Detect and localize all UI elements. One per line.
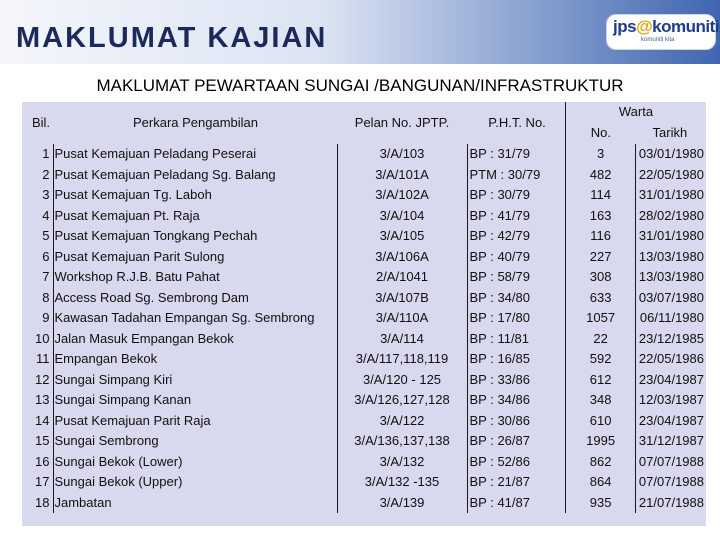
cell-bil: 4 <box>42 207 50 223</box>
table-row <box>22 185 706 206</box>
cell-bil: 8 <box>42 289 50 305</box>
cell-bil: 16 <box>35 453 50 469</box>
cell-pht: BP : 11/81 <box>467 329 566 350</box>
cell-perkara: Pusat Kemajuan Tongkang Pechah <box>53 226 337 247</box>
cell-pht: BP : 17/80 <box>467 308 566 329</box>
cell-pelan: 3/A/106A <box>337 247 467 268</box>
logo-brand: jps@komuniti <box>613 17 719 36</box>
cell-warta-tarikh: 03/01/1980 <box>636 144 706 165</box>
cell-warta-no: 862 <box>566 452 636 473</box>
cell-pelan: 3/A/114 <box>337 329 467 350</box>
cell-pelan: 3/A/104 <box>337 206 467 227</box>
cell-warta-no: 308 <box>566 267 636 288</box>
cell-warta-no: 610 <box>566 411 636 432</box>
cell-pelan: 3/A/110A <box>337 308 467 329</box>
cell-perkara: Pusat Kemajuan Peladang Sg. Balang <box>53 165 337 186</box>
cell-warta-no: 1995 <box>566 431 636 452</box>
cell-pht: BP : 40/79 <box>467 247 566 268</box>
cell-warta-tarikh: 22/05/1986 <box>636 349 706 370</box>
cell-pelan: 3/A/102A <box>337 185 467 206</box>
cell-warta-tarikh: 07/07/1988 <box>636 472 706 493</box>
cell-bil: 15 <box>35 433 50 448</box>
table-row <box>22 452 706 473</box>
col-header-tarikh: Tarikh <box>652 125 688 140</box>
cell-bil: 12 <box>35 371 50 387</box>
warta-table-panel <box>22 102 706 526</box>
cell-perkara: Sungai Simpang Kiri <box>53 370 337 391</box>
cell-warta-no: 22 <box>566 329 636 350</box>
cell-pht: BP : 41/79 <box>467 206 566 227</box>
cell-pelan: 3/A/105 <box>337 226 467 247</box>
jps-komuniti-logo <box>606 14 719 50</box>
cell-warta-no: 482 <box>566 165 636 186</box>
table-row <box>22 472 706 493</box>
cell-warta-tarikh: 13/03/1980 <box>636 247 706 268</box>
cell-warta-no: 114 <box>566 185 636 206</box>
table-row <box>22 206 706 227</box>
cell-bil: 1 <box>42 146 50 161</box>
table-row <box>22 165 706 186</box>
cell-bil: 13 <box>35 392 50 407</box>
cell-warta-tarikh: 28/02/1980 <box>636 206 706 227</box>
cell-bil: 5 <box>42 228 50 243</box>
cell-pelan: 3/A/120 - 125 <box>337 370 467 391</box>
cell-pht: BP : 16/85 <box>467 349 566 370</box>
cell-warta-no: 3 <box>566 144 636 165</box>
cell-warta-no: 348 <box>566 390 636 411</box>
table-row <box>22 288 706 309</box>
cell-pelan: 2/A/1041 <box>337 267 467 288</box>
cell-warta-tarikh: 31/12/1987 <box>636 431 706 452</box>
cell-bil: 2 <box>42 166 50 182</box>
page-title: MAKLUMAT KAJIAN <box>16 22 328 54</box>
cell-perkara: Pusat Kemajuan Tg. Laboh <box>53 185 337 206</box>
table-row <box>22 329 706 350</box>
cell-bil: 6 <box>42 248 50 264</box>
cell-perkara: Jalan Masuk Empangan Bekok <box>53 329 337 350</box>
table-row <box>22 390 706 411</box>
logo-tagline: komuniti kita <box>641 37 675 43</box>
cell-pelan: 3/A/107B <box>337 288 467 309</box>
cell-pelan: 3/A/117,118,119 <box>337 349 467 370</box>
cell-warta-no: 163 <box>566 206 636 227</box>
cell-warta-no: 864 <box>566 472 636 493</box>
cell-perkara: Sungai Bekok (Lower) <box>53 452 337 473</box>
cell-pelan: 3/A/101A <box>337 165 467 186</box>
cell-perkara: Pusat Kemajuan Peladang Peserai <box>53 144 337 165</box>
cell-warta-tarikh: 07/07/1988 <box>636 452 706 473</box>
cell-warta-no: 227 <box>566 247 636 268</box>
table-row <box>22 308 706 329</box>
warta-table <box>22 102 706 513</box>
table-row <box>22 431 706 452</box>
cell-perkara: Access Road Sg. Sembrong Dam <box>53 288 337 309</box>
cell-pht: BP : 30/79 <box>467 185 566 206</box>
col-header-pht: P.H.T. No. <box>488 115 546 130</box>
table-row <box>22 226 706 247</box>
cell-warta-tarikh: 31/01/1980 <box>636 185 706 206</box>
cell-bil: 17 <box>35 474 50 489</box>
cell-warta-no: 1057 <box>566 308 636 329</box>
cell-pht: BP : 21/87 <box>467 472 566 493</box>
cell-pht: BP : 58/79 <box>467 267 566 288</box>
cell-perkara: Sungai Bekok (Upper) <box>53 472 337 493</box>
cell-perkara: Sungai Sembrong <box>53 431 337 452</box>
cell-pht: BP : 52/86 <box>467 452 566 473</box>
col-header-no: No. <box>566 122 636 144</box>
cell-perkara: Empangan Bekok <box>53 349 337 370</box>
cell-perkara: Pusat Kemajuan Parit Raja <box>53 411 337 432</box>
cell-pelan: 3/A/136,137,138 <box>337 431 467 452</box>
cell-warta-tarikh: 23/04/1987 <box>636 411 706 432</box>
cell-bil: 14 <box>35 412 50 428</box>
cell-pht: BP : 26/87 <box>467 431 566 452</box>
cell-warta-no: 116 <box>566 226 636 247</box>
cell-pelan: 3/A/122 <box>337 411 467 432</box>
cell-warta-tarikh: 23/04/1987 <box>636 370 706 391</box>
cell-pht: BP : 34/86 <box>467 390 566 411</box>
cell-bil: 7 <box>42 269 50 284</box>
cell-warta-tarikh: 03/07/1980 <box>636 288 706 309</box>
cell-perkara: Pusat Kemajuan Parit Sulong <box>53 247 337 268</box>
table-row <box>22 267 706 288</box>
table-row <box>22 493 706 514</box>
table-row <box>22 370 706 391</box>
cell-perkara: Jambatan <box>53 493 337 514</box>
cell-warta-tarikh: 31/01/1980 <box>636 226 706 247</box>
cell-pelan: 3/A/103 <box>337 144 467 165</box>
cell-bil: 9 <box>42 310 50 325</box>
cell-perkara: Kawasan Tadahan Empangan Sg. Sembrong <box>53 308 337 329</box>
table-row <box>22 144 706 165</box>
cell-bil: 11 <box>36 351 50 366</box>
cell-bil: 10 <box>35 330 50 346</box>
cell-warta-no: 592 <box>566 349 636 370</box>
table-row <box>22 349 706 370</box>
cell-perkara: Sungai Simpang Kanan <box>53 390 337 411</box>
cell-pelan: 3/A/132 -135 <box>337 472 467 493</box>
cell-warta-tarikh: 23/12/1985 <box>636 329 706 350</box>
col-header-perkara: Perkara Pengambilan <box>132 115 259 130</box>
cell-pht: BP : 41/87 <box>467 493 566 514</box>
cell-bil: 3 <box>42 187 50 202</box>
cell-warta-tarikh: 21/07/1988 <box>636 493 706 514</box>
cell-pelan: 3/A/139 <box>337 493 467 514</box>
cell-warta-tarikh: 12/03/1987 <box>636 390 706 411</box>
cell-pelan: 3/A/132 <box>337 452 467 473</box>
table-body <box>22 144 706 513</box>
table-row <box>22 411 706 432</box>
col-header-bil: Bil. <box>31 115 50 130</box>
cell-warta-tarikh: 13/03/1980 <box>636 267 706 288</box>
cell-pht: BP : 33/86 <box>467 370 566 391</box>
cell-pht: BP : 30/86 <box>467 411 566 432</box>
cell-pht: BP : 31/79 <box>467 144 566 165</box>
cell-warta-tarikh: 22/05/1980 <box>636 165 706 186</box>
cell-warta-no: 612 <box>566 370 636 391</box>
cell-bil: 18 <box>35 494 50 510</box>
cell-pht: PTM : 30/79 <box>467 165 566 186</box>
cell-perkara: Workshop R.J.B. Batu Pahat <box>53 267 337 288</box>
cell-pht: BP : 34/80 <box>467 288 566 309</box>
cell-warta-no: 935 <box>566 493 636 514</box>
cell-warta-tarikh: 06/11/1980 <box>636 308 706 329</box>
section-subtitle: MAKLUMAT PEWARTAAN SUNGAI /BANGUNAN/INFRASTRUKTUR <box>96 76 624 95</box>
col-header-warta: Warta <box>566 102 707 122</box>
col-header-pelan: Pelan No. JPTP. <box>354 115 450 130</box>
cell-pelan: 3/A/126,127,128 <box>337 390 467 411</box>
cell-pht: BP : 42/79 <box>467 226 566 247</box>
cell-perkara: Pusat Kemajuan Pt. Raja <box>53 206 337 227</box>
cell-warta-no: 633 <box>566 288 636 309</box>
table-row <box>22 247 706 268</box>
